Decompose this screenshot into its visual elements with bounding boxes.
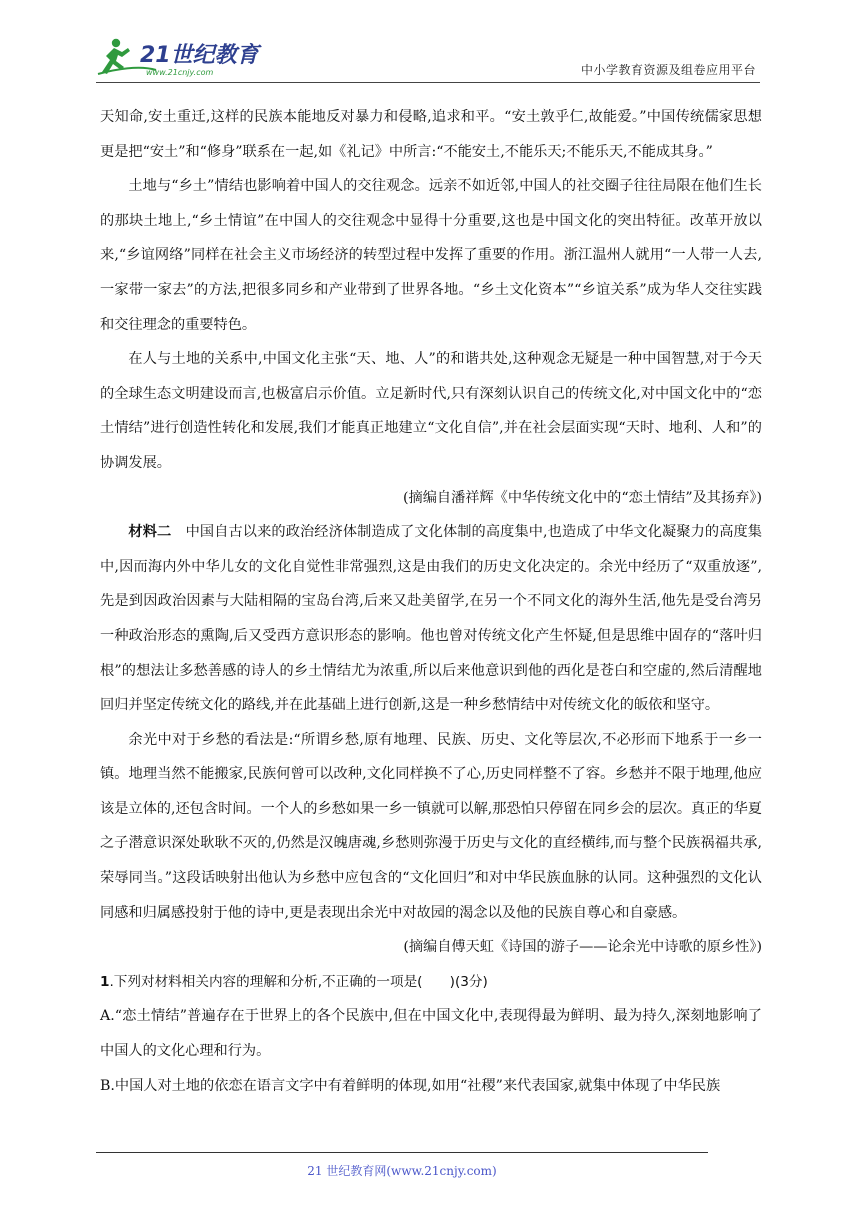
paragraph-5: 余光中对于乡愁的看法是:“所谓乡愁,原有地理、民族、历史、文化等层次,不必形而下地系于一乡一镇。地理当然不能搬家,民族何曾可以改种,文化同样换不了心,历史同样整不了容。乡愁并不限于地理,他应该是立体的,还包含时间。一个人的乡愁如果一乡一镇就可以解,那恐怕只停留在同乡会的层次。真正的华夏之子潜意识深处耿耿不灭的,仍然是汉魄唐魂,乡愁则弥漫于历史与文化的直经横纬,而与整个民族祸福共承,荣辱同当。”这段话映射出他认为乡愁中应包含的“文化回归”和对中华民族血脉的认同。这种强烈的文化认同感和归属感投射于他的诗中,更是表现出余光中对故园的渴念以及他的民族自尊心和自豪感。 xyxy=(100,731,762,921)
footer-link[interactable]: 21 世纪教育网(www.21cnjy.com) xyxy=(307,1164,497,1178)
source-citation-2: (摘编自傅天虹《诗国的游子——论余光中诗歌的原乡性》) xyxy=(403,939,762,956)
source-citation-1: (摘编自潘祥辉《中华传统文化中的“恋土情结”及其扬弃》) xyxy=(403,489,762,506)
page-header xyxy=(96,34,760,83)
paragraph-4: 中国自古以来的政治经济体制造成了文化体制的高度集中,也造成了中华文化凝聚力的高度集中,因而海内外中华儿女的文化自觉性非常强烈,这是由我们的历史文化决定的。余光中经历了“双重放逐”,先是到因政治因素与大陆相隔的宝岛台湾,后来又赴美留学,在另一个不同文化的海外生活,他先是受台湾另一种政治形态的熏陶,后又受西方意识形态的影响。他也曾对传统文化产生怀疑,但是思维中固存的“落叶归根”的想法让多愁善感的诗人的乡土情结尤为浓重,所以后来他意识到他的西化是苍白和空虚的,然后清醒地回归并坚定传统文化的路线,并在此基础上进行创新,这是一种乡愁情结中对传统文化的皈依和坚守。 xyxy=(100,524,762,714)
paragraph-material-2 xyxy=(100,515,762,723)
paragraph-1: 天知命,安土重迁,这样的民族本能地反对暴力和侵略,追求和平。“安土敦乎仁,故能爱。”中国传统儒家思想更是把“安土”和“修身”联系在一起,如《礼记》中所言:“不能安土,不能乐天;不能乐天,不能成其身。” xyxy=(100,109,762,160)
platform-title: 中小学教育资源及组卷应用平台 xyxy=(580,63,756,77)
logo-url: www.21cnjy.com xyxy=(146,68,214,77)
option-b: B.中国人对土地的依恋在语言文字中有着鲜明的体现,如用“社稷”来代表国家,就集中体现了中华民族 xyxy=(100,1077,721,1094)
paragraph-2: 土地与“乡土”情结也影响着中国人的交往观念。远亲不如近邻,中国人的社交圈子往往局限在他们生长的那块土地上,“乡土情谊”在中国人的交往观念中显得十分重要,这也是中国文化的突出特征。改革开放以来,“乡谊网络”同样在社会主义市场经济的转型过程中发挥了重要的作用。浙江温州人就用“一人带一人去,一家带一家去”的方法,把很多同乡和产业带到了世界各地。“乡土文化资本”“乡谊关系”成为华人交往实践和交往理念的重要特色。 xyxy=(100,178,762,333)
option-a: A.“恋土情结”普遍存在于世界上的各个民族中,但在中国文化中,表现得最为鲜明、最为持久,深刻地影响了中国人的文化心理和行为。 xyxy=(100,1008,762,1060)
question-number: 1 xyxy=(100,973,110,990)
footer-divider xyxy=(96,1152,708,1153)
material-2-label: 材料二 xyxy=(128,524,172,541)
site-logo[interactable] xyxy=(96,34,266,78)
question-stem-text: .下列对材料相关内容的理解和分析,不正确的一项是( )(3分) xyxy=(109,973,488,990)
paragraph-3: 在人与土地的关系中,中国文化主张“天、地、人”的和谐共处,这种观念无疑是一种中国智慧,对于今天的全球生态文明建设而言,也极富启示价值。立足新时代,只有深刻认识自己的传统文化,对中国文化中的“恋土情结”进行创造性转化和发展,我们才能真正地建立“文化自信”,并在社会层面实现“天时、地利、人和”的协调发展。 xyxy=(100,351,762,471)
runner-logo-icon xyxy=(96,34,266,78)
document-body xyxy=(100,100,762,1103)
question-stem xyxy=(100,965,762,1000)
logo-text: 21世纪教育 xyxy=(140,43,259,68)
